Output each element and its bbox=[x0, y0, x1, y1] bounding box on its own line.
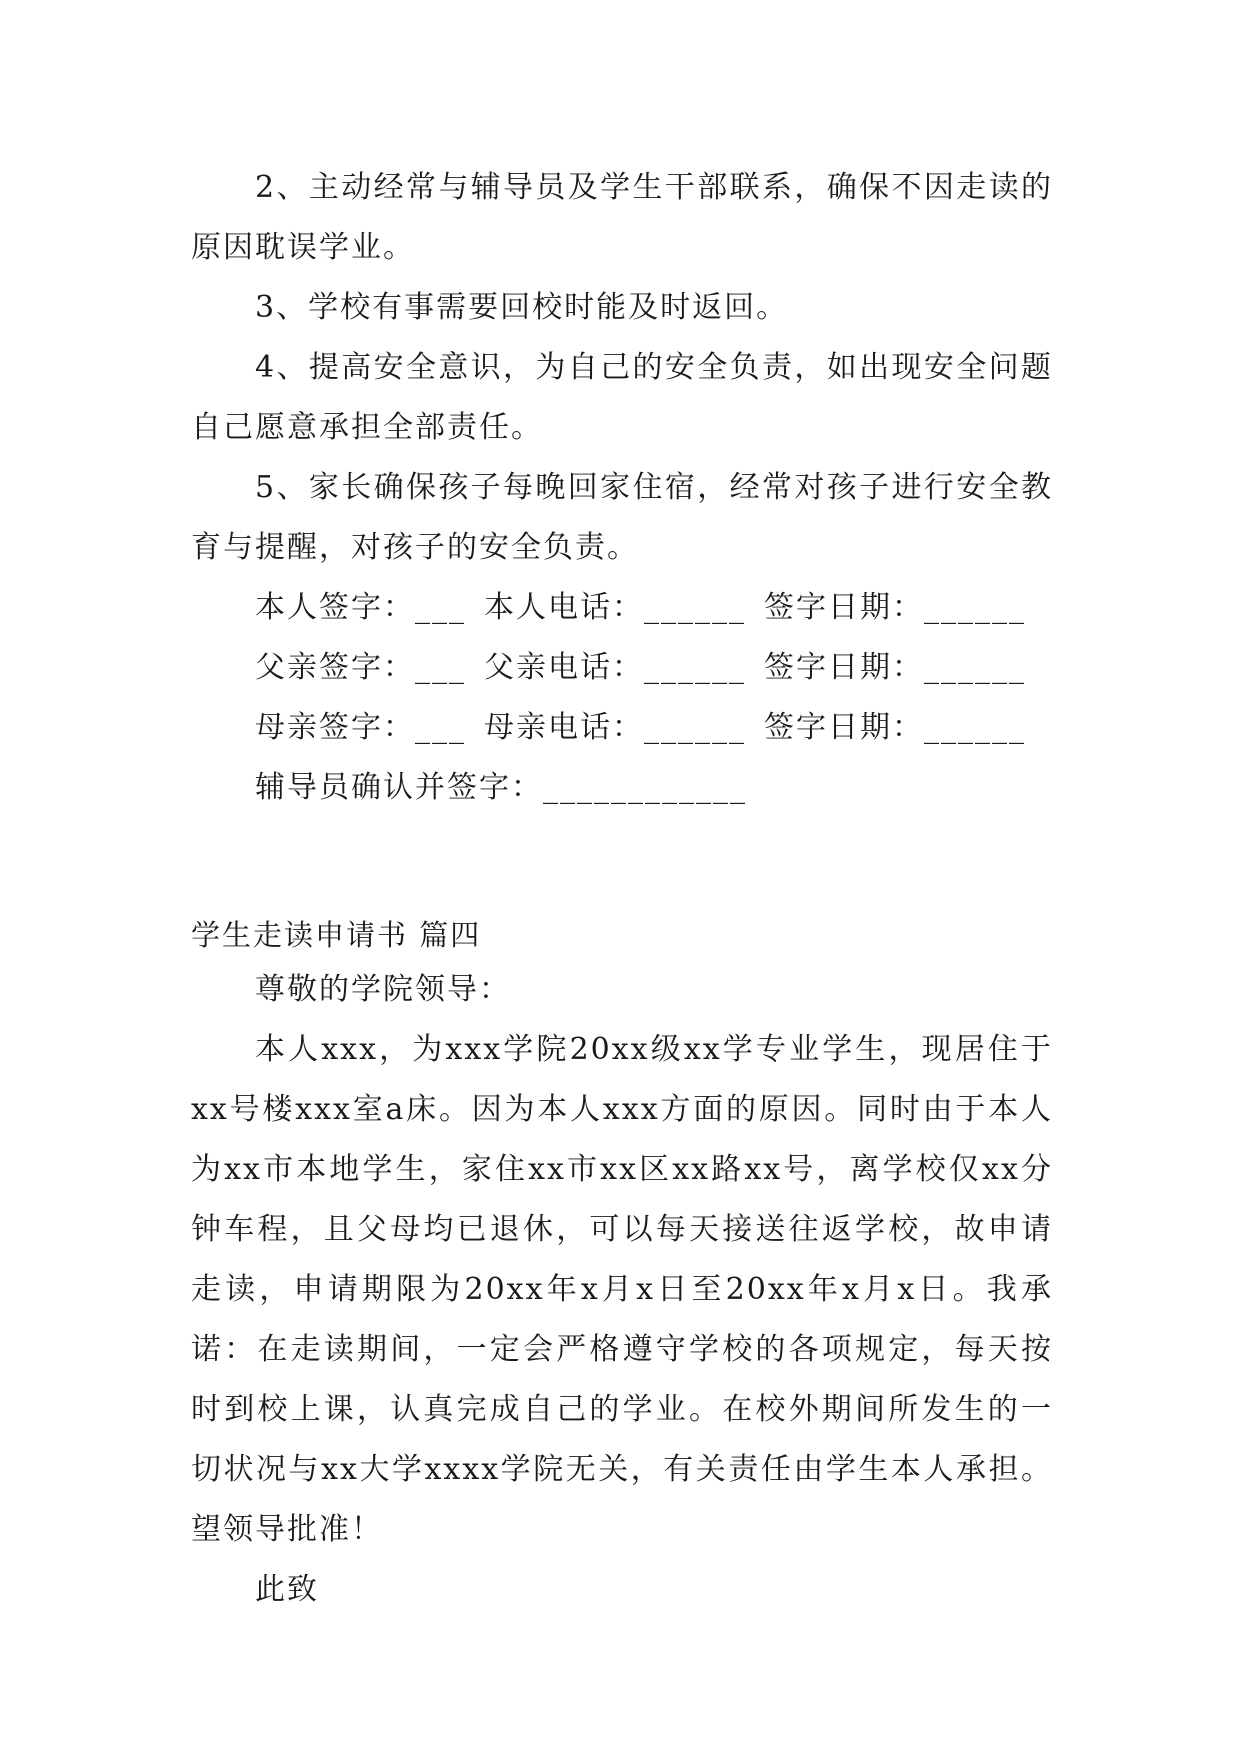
signature-row-mother bbox=[191, 698, 1053, 758]
father-signature-field: 父亲签字：___ bbox=[255, 650, 466, 685]
mother-signature-field: 母亲签字：___ bbox=[255, 710, 466, 745]
father-phone-field: 父亲电话：______ bbox=[484, 650, 746, 685]
application-body: 本人xxx，为xxx学院20xx级xx学专业学生，现居住于xx号楼xxx室a床。因为本人xxx方面的原因。同时由于本人为xx市本地学生，家住xx市xx区xx路xx号，离学校仅xx分钟车程，且父母均已退休，可以每天接送往返学校，故申请走读，申请期限为20xx年x月x日至20xx年x月x日。我承诺：在走读期间，一定会严格遵守学校的各项规定，每天按时到校上课，认真完成自己的学业。在校外期间所发生的一切状况与xx大学xxxx学院无关，有关责任由学生本人承担。望领导批准！ bbox=[191, 1032, 1053, 1547]
self-phone-field: 本人电话：______ bbox=[484, 590, 746, 625]
signature-row-father bbox=[191, 638, 1053, 698]
commitment-item-2: 2、主动经常与辅导员及学生干部联系，确保不因走读的原因耽误学业。 bbox=[191, 170, 1053, 265]
self-signature-field: 本人签字：___ bbox=[255, 590, 466, 625]
commitment-item-5: 5、家长确保孩子每晚回家住宿，经常对孩子进行安全教育与提醒，对孩子的安全负责。 bbox=[191, 470, 1053, 565]
self-date-field: 签字日期：______ bbox=[764, 590, 1026, 625]
commitment-item-3: 3、学校有事需要回校时能及时返回。 bbox=[255, 290, 789, 325]
mother-phone-field: 母亲电话：______ bbox=[484, 710, 746, 745]
father-date-field: 签字日期：______ bbox=[764, 650, 1026, 685]
salutation: 尊敬的学院领导： bbox=[255, 972, 511, 1007]
document-content bbox=[191, 158, 1053, 1620]
mother-date-field: 签字日期：______ bbox=[764, 710, 1026, 745]
counselor-signature-row: 辅导员确认并签字：____________ bbox=[255, 770, 747, 805]
section-title: 学生走读申请书 篇四 bbox=[191, 918, 482, 952]
closing: 此致 bbox=[255, 1572, 319, 1607]
commitment-item-4: 4、提高安全意识，为自己的安全负责，如出现安全问题自己愿意承担全部责任。 bbox=[191, 350, 1053, 445]
signature-row-self bbox=[191, 578, 1053, 638]
